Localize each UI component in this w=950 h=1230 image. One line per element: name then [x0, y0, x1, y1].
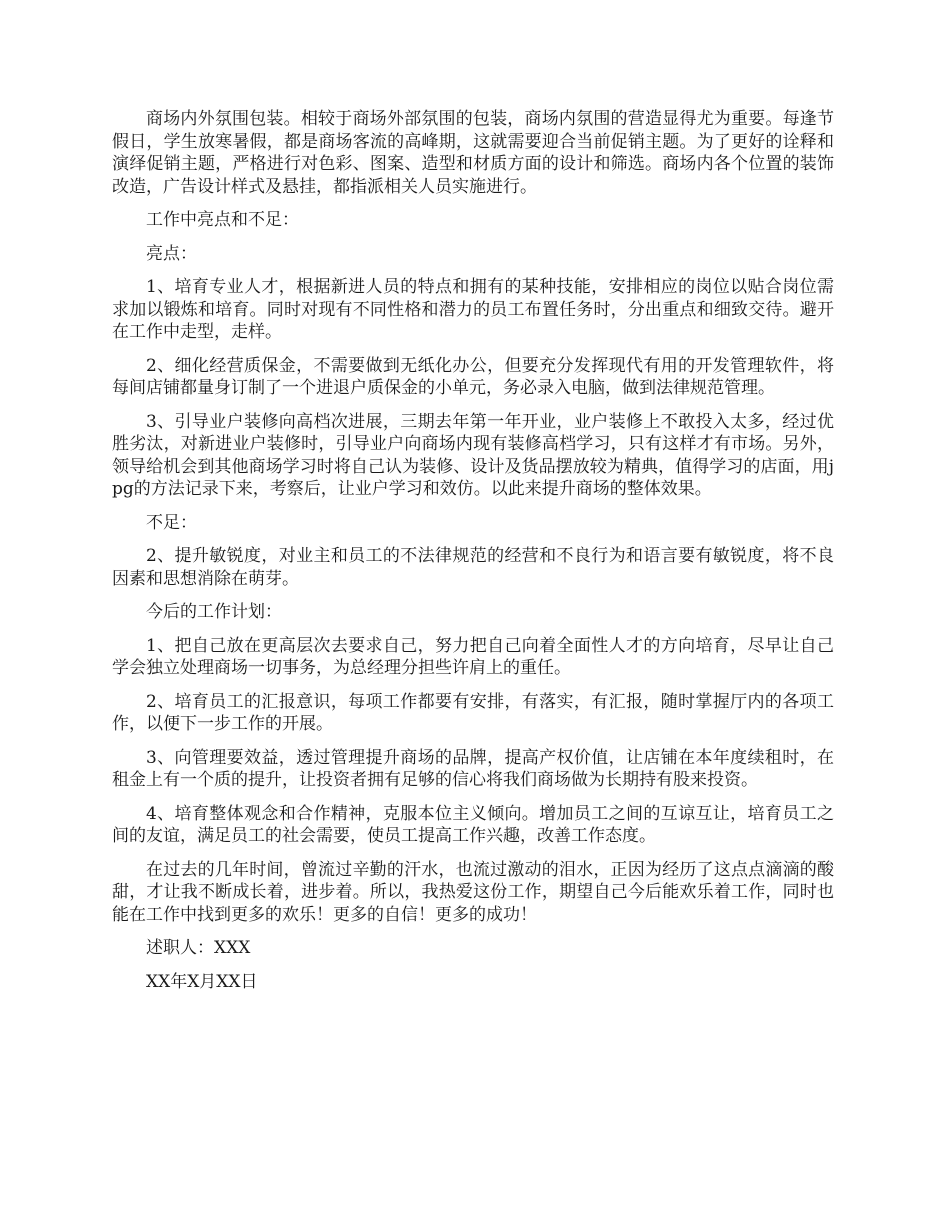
highlight-item-3: 3、引导业户装修向高档次进展，三期去年第一年开业，业户装修上不敢投入太多，经过优胜劣汰，对新进业户装修时，引导业户向商场内现有装修高档学习，只有这样才有市场。另外，领导给机会到其他商场学习时将自己认为装修、设计及货品摆放较为精典，值得学习的店面，用jpg的方法记录下来，考察后，让业户学习和效仿。以此来提升商场的整体效果。 — [112, 411, 834, 499]
document-body — [112, 108, 834, 1004]
paragraph-intro: 商场内外氛围包装。相较于商场外部氛围的包装，商场内氛围的营造显得尤为重要。每逢节假日，学生放寒暑假，都是商场客流的高峰期，这就需要迎合当前促销主题。为了更好的诠释和演绎促销主题，严格进行对色彩、图案、造型和材质方面的设计和筛选。商场内各个位置的装饰改造，广告设计样式及悬挂，都指派相关人员实施进行。 — [112, 109, 834, 197]
plan-item-2: 2、培育员工的汇报意识，每项工作都要有安排，有落实，有汇报，随时掌握厅内的各项工作，以便下一步工作的开展。 — [112, 691, 834, 734]
plan-item-1: 1、把自己放在更高层次去要求自己，努力把自己向着全面性人才的方向培育，尽早让自己学会独立处理商场一切事务，为总经理分担些许肩上的重任。 — [112, 635, 834, 678]
plan-item-3: 3、向管理要效益，透过管理提升商场的品牌，提高产权价值，让店铺在本年度续租时，在租金上有一个质的提升，让投资者拥有足够的信心将我们商场做为长期持有股来投资。 — [112, 747, 834, 790]
heading-shortcomings: 不足： — [146, 512, 197, 533]
reporter-signature: 述职人：XXX — [146, 938, 251, 958]
highlight-item-2: 2、细化经营质保金，不需要做到无纸化办公，但要充分发挥现代有用的开发管理软件，将每间店铺都量身订制了一个进退户质保金的小单元，务必录入电脑，做到法律规范管理。 — [112, 355, 834, 398]
heading-highlights: 亮点： — [146, 243, 197, 264]
plan-item-4: 4、培育整体观念和合作精神，克服本位主义倾向。增加员工之间的互谅互让，培育员工之间的友谊，满足员工的社会需要，使员工提高工作兴趣，改善工作态度。 — [112, 803, 834, 846]
highlight-item-1: 1、培育专业人才，根据新进人员的特点和拥有的某种技能，安排相应的岗位以贴合岗位需求加以锻炼和培育。同时对现有不同性格和潜力的员工布置任务时，分出重点和细致交待。避开在工作中走型，走样。 — [112, 277, 834, 342]
shortcoming-item-2: 2、提升敏锐度，对业主和员工的不法律规范的经营和不良行为和语言要有敏锐度，将不良因素和思想消除在萌芽。 — [112, 546, 834, 589]
heading-highlights-and-shortcomings: 工作中亮点和不足： — [146, 210, 299, 230]
heading-future-plan: 今后的工作计划： — [146, 602, 282, 622]
report-date: XX年X月XX日 — [146, 971, 258, 992]
closing-paragraph: 在过去的几年时间，曾流过辛勤的汗水，也流过激动的泪水，正因为经历了这点点滴滴的酸甜，才让我不断成长着，进步着。所以，我热爱这份工作，期望自己今后能欢乐着工作，同时也能在工作中找到更多的欢乐！更多的自信！更多的成功！ — [112, 859, 834, 925]
